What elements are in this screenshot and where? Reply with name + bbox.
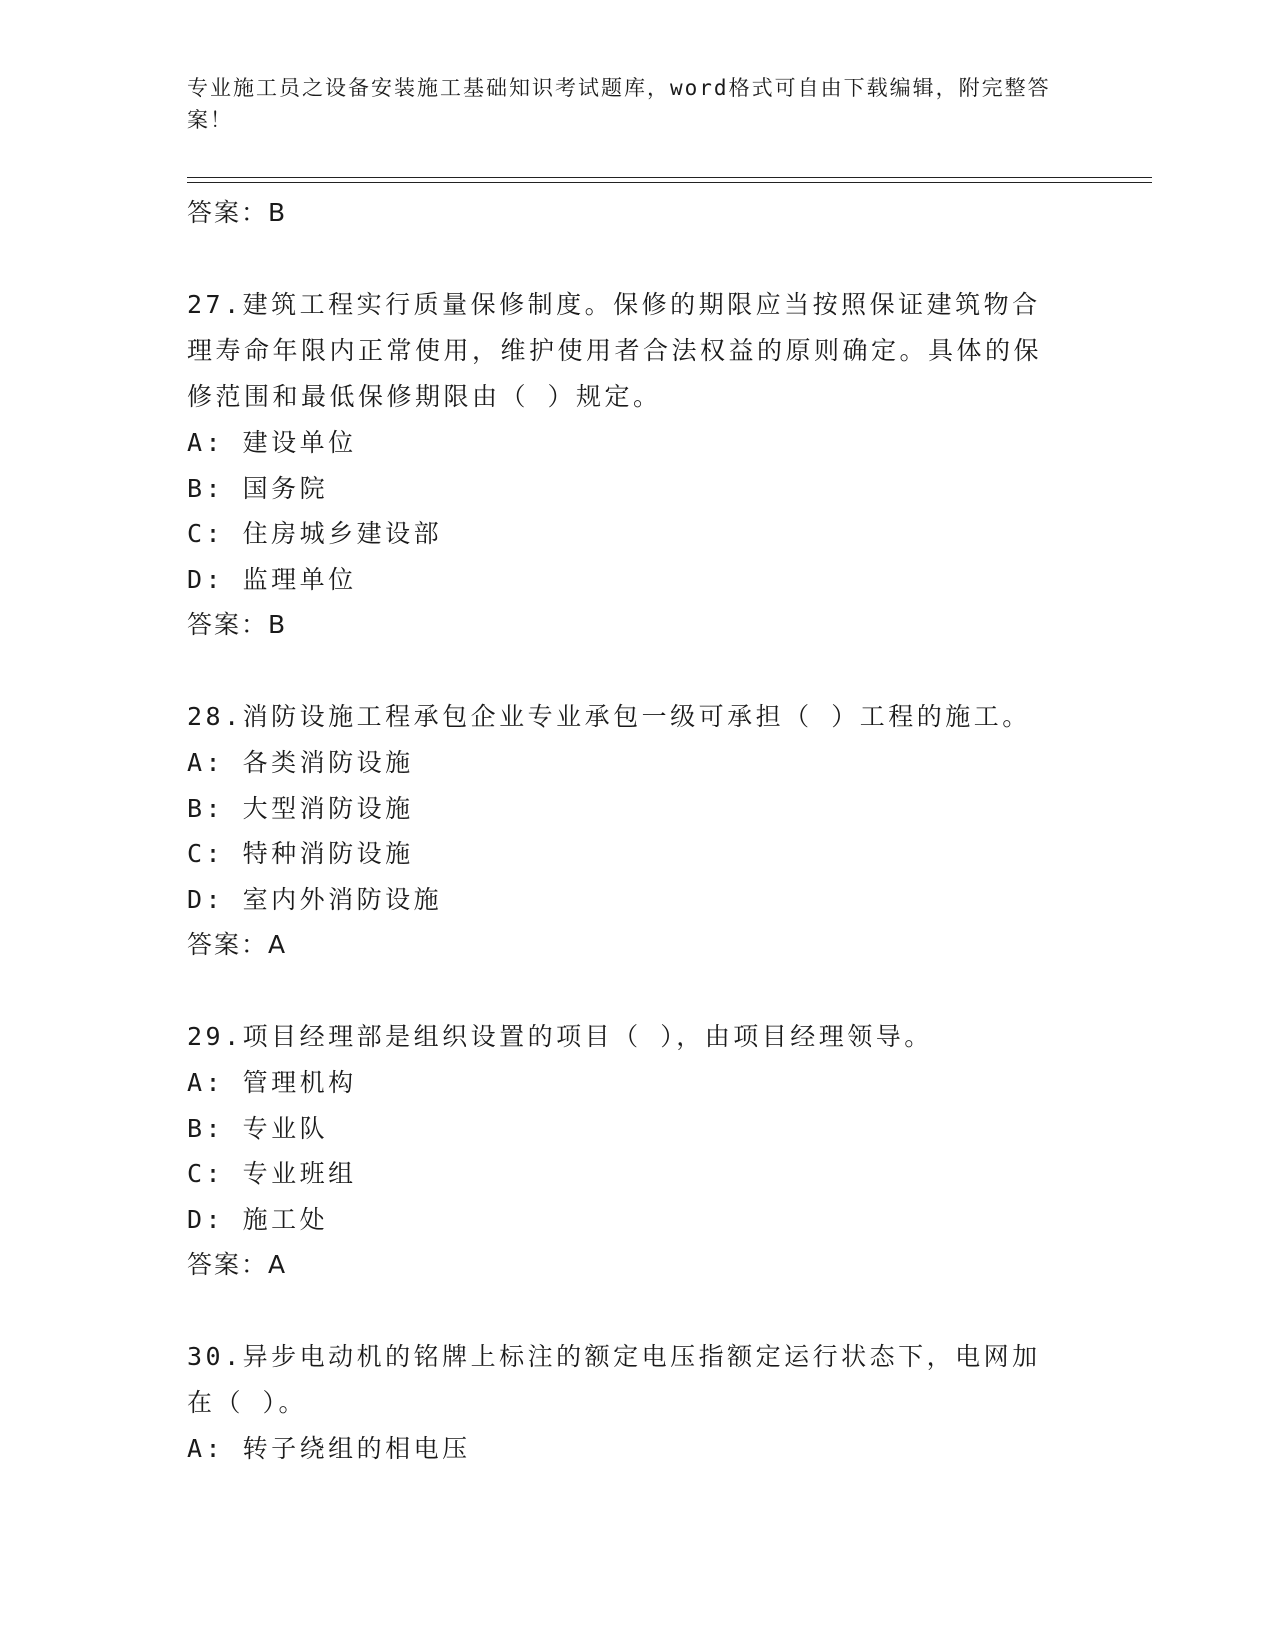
option-a: A: 各类消防设施	[187, 748, 414, 777]
answer-line: 答案：B	[187, 198, 288, 227]
answer-line: 答案：A	[187, 1250, 288, 1279]
question-stem: 27.建筑工程实行质量保修制度。保修的期限应当按照保证建筑物合理寿命年限内正常使用，维护使用者合法权益的原则确定。具体的保修范围和最低保修期限由（ ）规定。	[187, 290, 1043, 411]
answer-line: 答案：B	[187, 610, 288, 639]
header-divider-bottom	[187, 182, 1152, 183]
document-body	[187, 190, 1067, 1472]
option-d: D: 施工处	[187, 1204, 329, 1234]
question-30	[187, 1334, 1067, 1472]
option-b: B: 大型消防设施	[187, 793, 414, 823]
question-stem: 29.项目经理部是组织设置的项目（ ），由项目经理领导。	[187, 1022, 933, 1051]
question-29	[187, 1014, 1067, 1288]
option-c: C: 专业班组	[187, 1159, 357, 1188]
option-c: C: 住房城乡建设部	[187, 519, 443, 548]
option-d: D: 监理单位	[187, 564, 357, 594]
option-b: B: 专业队	[187, 1113, 329, 1143]
header-divider-top	[187, 177, 1152, 178]
question-27	[187, 282, 1067, 648]
question-stem: 30.异步电动机的铭牌上标注的额定电压指额定运行状态下，电网加在（ ）。	[187, 1342, 1041, 1417]
option-c: C: 特种消防设施	[187, 839, 414, 868]
question-28	[187, 694, 1067, 968]
option-a: A: 建设单位	[187, 428, 357, 457]
option-b: B: 国务院	[187, 473, 329, 503]
option-a: A: 管理机构	[187, 1068, 357, 1097]
answer-line: 答案：A	[187, 930, 288, 959]
document-header: 专业施工员之设备安装施工基础知识考试题库，word格式可自由下载编辑，附完整答案！	[187, 76, 1051, 132]
option-d: D: 室内外消防设施	[187, 884, 443, 914]
option-a: A: 转子绕组的相电压	[187, 1434, 471, 1463]
question-stem: 28.消防设施工程承包企业专业承包一级可承担（ ）工程的施工。	[187, 702, 1031, 731]
